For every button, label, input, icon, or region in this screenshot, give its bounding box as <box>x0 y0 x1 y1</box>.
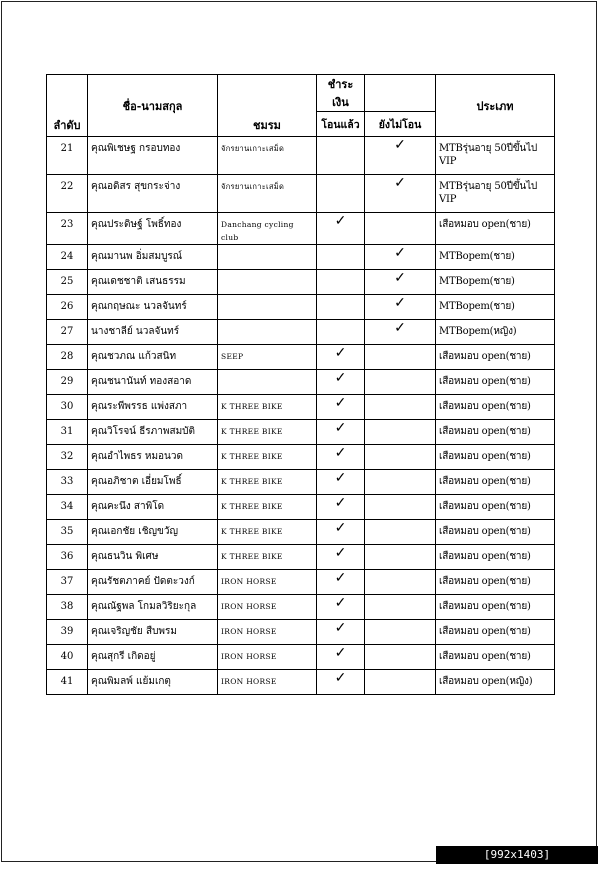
paid-check-mark: ✓ <box>317 620 365 645</box>
table-row <box>47 620 555 645</box>
paid-check-mark <box>317 295 365 320</box>
table-row <box>47 520 555 545</box>
category: MTBรุ่นอายุ 50ปีขึ้นไป VIP <box>436 175 555 213</box>
row-number: 32 <box>47 445 88 470</box>
unpaid-check-mark: ✓ <box>365 137 436 175</box>
paid-check-mark <box>317 320 365 345</box>
category: เสือหมอบ open(ชาย) <box>436 595 555 620</box>
participant-name: คุณชวภณ แก้วสนิท <box>88 345 218 370</box>
club-name: จักรยานเกาะเสม็ด <box>218 137 317 175</box>
club-name: จักรยานเกาะเสม็ด <box>218 175 317 213</box>
row-number: 30 <box>47 395 88 420</box>
participant-name: คุณสุกรี เกิดอยู่ <box>88 645 218 670</box>
club-name <box>218 295 317 320</box>
participant-name: คุณระพีพรรธ แพ่งสภา <box>88 395 218 420</box>
paid-check-mark: ✓ <box>317 370 365 395</box>
row-number: 26 <box>47 295 88 320</box>
club-name: IRON HORSE <box>218 670 317 695</box>
category: เสือหมอบ open(ชาย) <box>436 345 555 370</box>
category: เสือหมอบ open(ชาย) <box>436 445 555 470</box>
participant-name: คุณเจริญชัย สืบพรม <box>88 620 218 645</box>
paid-check-mark <box>317 245 365 270</box>
participant-name: คุณธนวิน พิเศษ <box>88 545 218 570</box>
club-name: K THREE BIKE <box>218 420 317 445</box>
table-row <box>47 670 555 695</box>
table-row <box>47 495 555 520</box>
paid-check-mark: ✓ <box>317 545 365 570</box>
unpaid-check-mark <box>365 520 436 545</box>
club-name: SEEP <box>218 345 317 370</box>
paid-check-mark: ✓ <box>317 570 365 595</box>
row-number: 29 <box>47 370 88 395</box>
club-name <box>218 245 317 270</box>
table-row <box>47 270 555 295</box>
paid-check-mark: ✓ <box>317 520 365 545</box>
club-name: Danchang cycling club <box>218 213 317 245</box>
club-name: IRON HORSE <box>218 570 317 595</box>
watermark: [992x1403] https://upic.me/ <box>436 846 598 864</box>
unpaid-check-mark <box>365 595 436 620</box>
header-unpaid: ยังไม่โอน <box>365 112 436 137</box>
row-number: 27 <box>47 320 88 345</box>
unpaid-check-mark: ✓ <box>365 245 436 270</box>
club-name <box>218 320 317 345</box>
table-row <box>47 570 555 595</box>
row-number: 37 <box>47 570 88 595</box>
category: เสือหมอบ open(ชาย) <box>436 545 555 570</box>
header-payment: ชำระเงิน <box>317 75 365 112</box>
participant-name: คุณอดิสร สุขกระจ่าง <box>88 175 218 213</box>
category: MTBรุ่นอายุ 50ปีขึ้นไป VIP <box>436 137 555 175</box>
participant-name: คุณอำไพธร หมอนวด <box>88 445 218 470</box>
table-row <box>47 545 555 570</box>
participant-name: คุณพิเชษฐ กรอบทอง <box>88 137 218 175</box>
club-name: K THREE BIKE <box>218 545 317 570</box>
unpaid-check-mark <box>365 345 436 370</box>
participant-name: คุณณัฐพล โกมลวิริยะกุล <box>88 595 218 620</box>
paid-check-mark: ✓ <box>317 470 365 495</box>
paid-check-mark <box>317 270 365 295</box>
row-number: 36 <box>47 545 88 570</box>
club-name: K THREE BIKE <box>218 495 317 520</box>
row-number: 35 <box>47 520 88 545</box>
header-category: ประเภท <box>436 75 555 137</box>
row-number: 33 <box>47 470 88 495</box>
unpaid-check-mark <box>365 670 436 695</box>
category: เสือหมอบ open(ชาย) <box>436 520 555 545</box>
participant-name: คุณเอกชัย เชิญขวัญ <box>88 520 218 545</box>
row-number: 24 <box>47 245 88 270</box>
row-number: 25 <box>47 270 88 295</box>
unpaid-check-mark <box>365 570 436 595</box>
participant-name: คุณเดชชาติ เสนธรรม <box>88 270 218 295</box>
club-name: K THREE BIKE <box>218 395 317 420</box>
paid-check-mark: ✓ <box>317 670 365 695</box>
participant-name: คุณวิโรจน์ ธีรภาพสมบัติ <box>88 420 218 445</box>
row-number: 21 <box>47 137 88 175</box>
table-row <box>47 137 555 175</box>
paid-check-mark: ✓ <box>317 213 365 245</box>
category: เสือหมอบ open(ชาย) <box>436 213 555 245</box>
row-number: 34 <box>47 495 88 520</box>
header-blank <box>365 75 436 112</box>
club-name: IRON HORSE <box>218 620 317 645</box>
paid-check-mark: ✓ <box>317 495 365 520</box>
participant-name: คุณประดิษฐ์ โพธิ์ทอง <box>88 213 218 245</box>
club-name: IRON HORSE <box>218 645 317 670</box>
unpaid-check-mark <box>365 395 436 420</box>
category: เสือหมอบ open(หญิง) <box>436 670 555 695</box>
table-row <box>47 445 555 470</box>
header-order: ลำดับ <box>47 75 88 137</box>
paid-check-mark: ✓ <box>317 420 365 445</box>
row-number: 22 <box>47 175 88 213</box>
unpaid-check-mark: ✓ <box>365 295 436 320</box>
table-row <box>47 175 555 213</box>
paid-check-mark <box>317 175 365 213</box>
participant-name: คุณพิมลพ์ แย้มเกตุ <box>88 670 218 695</box>
unpaid-check-mark: ✓ <box>365 270 436 295</box>
participant-name: คุณกฤษณะ นวลจันทร์ <box>88 295 218 320</box>
category: เสือหมอบ open(ชาย) <box>436 645 555 670</box>
paid-check-mark: ✓ <box>317 395 365 420</box>
row-number: 31 <box>47 420 88 445</box>
unpaid-check-mark <box>365 420 436 445</box>
unpaid-check-mark <box>365 495 436 520</box>
table-row <box>47 470 555 495</box>
header-name: ชื่อ-นามสกุล <box>88 75 218 137</box>
participant-name: คุณชนานันท์ ทองสอาด <box>88 370 218 395</box>
participant-name: คุณรัชตภาคย์ ปัดตะวงก์ <box>88 570 218 595</box>
unpaid-check-mark <box>365 645 436 670</box>
category: เสือหมอบ open(ชาย) <box>436 495 555 520</box>
table-row <box>47 320 555 345</box>
category: MTBopem(ชาย) <box>436 270 555 295</box>
unpaid-check-mark <box>365 470 436 495</box>
club-name: K THREE BIKE <box>218 470 317 495</box>
row-number: 41 <box>47 670 88 695</box>
unpaid-check-mark <box>365 213 436 245</box>
table-row <box>47 295 555 320</box>
unpaid-check-mark <box>365 445 436 470</box>
club-name: K THREE BIKE <box>218 445 317 470</box>
unpaid-check-mark: ✓ <box>365 175 436 213</box>
table-row <box>47 245 555 270</box>
table-row <box>47 645 555 670</box>
participant-name: คุณคะนึง สาพิโด <box>88 495 218 520</box>
club-name: K THREE BIKE <box>218 520 317 545</box>
row-number: 38 <box>47 595 88 620</box>
participant-name: คุณอภิชาต เอี่ยมโพธิ์ <box>88 470 218 495</box>
category: MTBopem(ชาย) <box>436 245 555 270</box>
category: เสือหมอบ open(ชาย) <box>436 620 555 645</box>
category: เสือหมอบ open(ชาย) <box>436 420 555 445</box>
paid-check-mark: ✓ <box>317 645 365 670</box>
table-row <box>47 420 555 445</box>
table-row <box>47 345 555 370</box>
table-row <box>47 595 555 620</box>
category: MTBopem(หญิง) <box>436 320 555 345</box>
club-name: IRON HORSE <box>218 595 317 620</box>
row-number: 40 <box>47 645 88 670</box>
category: เสือหมอบ open(ชาย) <box>436 570 555 595</box>
table-row <box>47 395 555 420</box>
club-name <box>218 370 317 395</box>
unpaid-check-mark: ✓ <box>365 320 436 345</box>
unpaid-check-mark <box>365 545 436 570</box>
table-body <box>47 137 555 695</box>
participant-name: นางชาลีย์ นวลจันทร์ <box>88 320 218 345</box>
category: เสือหมอบ open(ชาย) <box>436 370 555 395</box>
paid-check-mark: ✓ <box>317 445 365 470</box>
table-row <box>47 213 555 245</box>
category: เสือหมอบ open(ชาย) <box>436 395 555 420</box>
row-number: 28 <box>47 345 88 370</box>
row-number: 39 <box>47 620 88 645</box>
registration-table <box>46 74 555 695</box>
paid-check-mark <box>317 137 365 175</box>
paid-check-mark: ✓ <box>317 595 365 620</box>
club-name <box>218 270 317 295</box>
participant-name: คุณมานพ อิ่มสมบูรณ์ <box>88 245 218 270</box>
paid-check-mark: ✓ <box>317 345 365 370</box>
row-number: 23 <box>47 213 88 245</box>
category: MTBopem(ชาย) <box>436 295 555 320</box>
header-paid: โอนแล้ว <box>317 112 365 137</box>
header-club: ชมรม <box>218 75 317 137</box>
table-row <box>47 370 555 395</box>
category: เสือหมอบ open(ชาย) <box>436 470 555 495</box>
unpaid-check-mark <box>365 620 436 645</box>
unpaid-check-mark <box>365 370 436 395</box>
